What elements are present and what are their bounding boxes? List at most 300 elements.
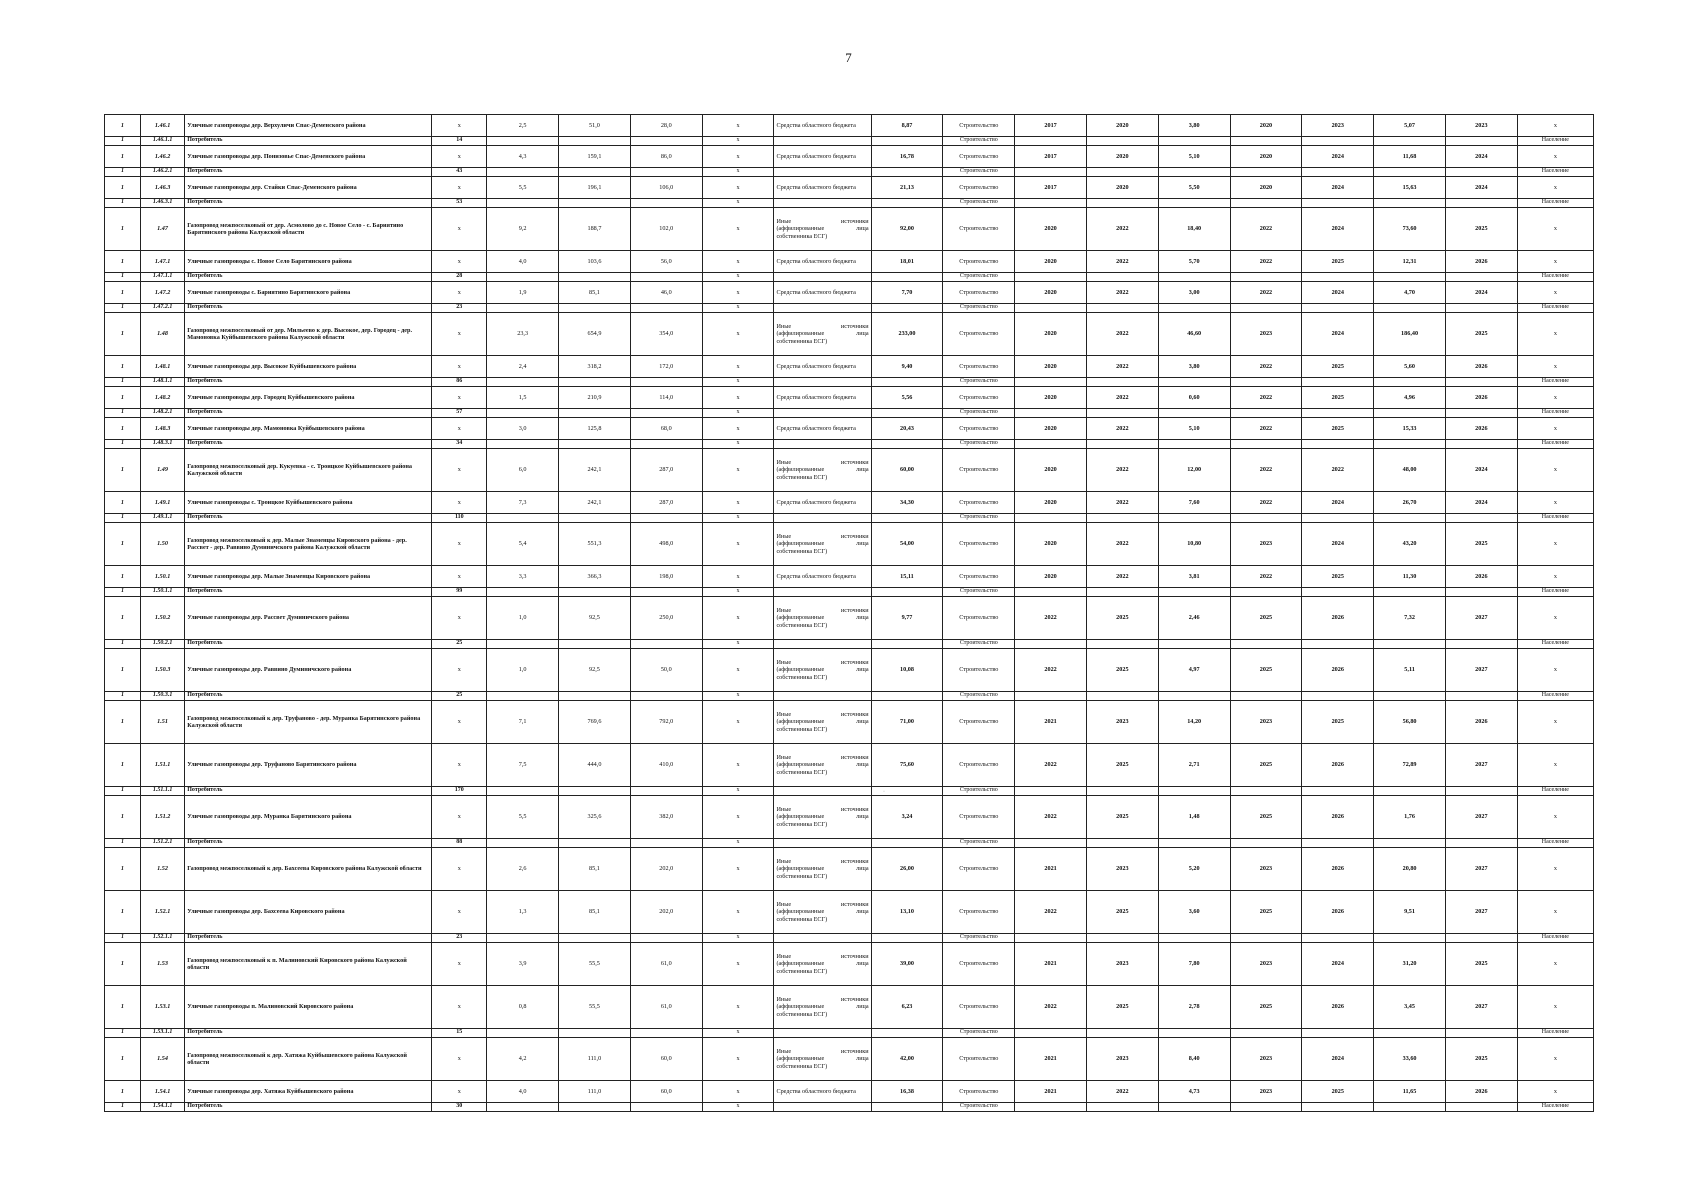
cell-empty <box>487 640 559 649</box>
cell-empty <box>559 692 631 701</box>
cell-v2: x <box>702 891 774 934</box>
table-row <box>105 848 1594 891</box>
cell-c1: 5,20 <box>1158 848 1230 891</box>
cell-type: Строительство <box>943 387 1015 409</box>
cell-y4: 2023 <box>1302 115 1374 137</box>
cell-type: Строительство <box>943 787 1015 796</box>
cell-id: 1.47.1.1 <box>140 273 184 282</box>
cell-cnt: 23 <box>432 934 487 943</box>
cell-id: 1.53 <box>140 943 184 986</box>
cell-type: Строительство <box>943 440 1015 449</box>
cell-last: Население <box>1517 787 1593 796</box>
cell-empty <box>1374 409 1446 418</box>
cell-y3: 2022 <box>1230 566 1302 588</box>
cell-empty <box>1158 168 1230 177</box>
cell-empty <box>1086 304 1158 313</box>
cell-len: 1,9 <box>487 282 559 304</box>
cell-v: x <box>432 796 487 839</box>
cell-empty <box>1374 514 1446 523</box>
cell-last: x <box>1517 744 1593 787</box>
cell-q: 28,0 <box>630 115 702 137</box>
cell-c1: 1,48 <box>1158 796 1230 839</box>
cell-src: Средства областного бюджета <box>774 356 871 378</box>
cell-type: Строительство <box>943 1103 1015 1112</box>
cell-y1: 2020 <box>1015 282 1087 304</box>
cell-c1: 5,10 <box>1158 146 1230 168</box>
cell-empty <box>487 378 559 387</box>
cell-v2: x <box>702 848 774 891</box>
cell-y3: 2022 <box>1230 208 1302 251</box>
cell-cost: 42,00 <box>871 1038 943 1081</box>
cell-id: 1.50.3 <box>140 649 184 692</box>
cell-c1: 3,80 <box>1158 356 1230 378</box>
cell-y3: 2022 <box>1230 387 1302 409</box>
cell-src: Иные источники (аффилированные лица собственника ЕСГ) <box>774 796 871 839</box>
cell-last: x <box>1517 208 1593 251</box>
cell-empty <box>774 692 871 701</box>
cell-id: 1.47.1 <box>140 251 184 273</box>
cell-empty <box>1302 787 1374 796</box>
cell-id: 1.46.3.1 <box>140 199 184 208</box>
cell-src: Иные источники (аффилированные лица собственника ЕСГ) <box>774 986 871 1029</box>
cell-last: Население <box>1517 1103 1593 1112</box>
cell-src: Средства областного бюджета <box>774 282 871 304</box>
table-row <box>105 891 1594 934</box>
cell-q: 46,0 <box>630 282 702 304</box>
cell-y5: 2026 <box>1445 387 1517 409</box>
cell-empty <box>1230 692 1302 701</box>
cell-c1: 4,97 <box>1158 649 1230 692</box>
cell-empty <box>774 839 871 848</box>
cell-src: Иные источники (аффилированные лица собственника ЕСГ) <box>774 1038 871 1081</box>
cell-v2: x <box>702 378 774 387</box>
cell-empty <box>1445 692 1517 701</box>
cell-y5: 2027 <box>1445 744 1517 787</box>
cell-empty <box>559 378 631 387</box>
cell-cnt: 86 <box>432 378 487 387</box>
cell-v2: x <box>702 934 774 943</box>
cell-src: Иные источники (аффилированные лица собственника ЕСГ) <box>774 701 871 744</box>
cell-n: 1 <box>105 692 141 701</box>
cell-id: 1.52.1 <box>140 891 184 934</box>
cell-q: 56,0 <box>630 251 702 273</box>
cell-y3: 2022 <box>1230 492 1302 514</box>
cell-len: 3,0 <box>487 418 559 440</box>
cell-cnt: 43 <box>432 168 487 177</box>
cell-y3: 2020 <box>1230 115 1302 137</box>
cell-c2: 3,45 <box>1374 986 1446 1029</box>
cell-empty <box>1445 640 1517 649</box>
cell-y2: 2025 <box>1086 891 1158 934</box>
cell-y3: 2025 <box>1230 986 1302 1029</box>
cell-v2: x <box>702 304 774 313</box>
cell-empty <box>1445 1103 1517 1112</box>
cell-y1: 2020 <box>1015 313 1087 356</box>
cell-y1: 2021 <box>1015 1081 1087 1103</box>
cell-last: x <box>1517 523 1593 566</box>
cell-empty <box>630 273 702 282</box>
cell-n: 1 <box>105 891 141 934</box>
cell-empty <box>1158 640 1230 649</box>
cell-y1: 2022 <box>1015 986 1087 1029</box>
cell-empty <box>630 640 702 649</box>
cell-empty <box>1374 692 1446 701</box>
cell-y3: 2023 <box>1230 848 1302 891</box>
cell-id: 1.47.2.1 <box>140 304 184 313</box>
cell-empty <box>1230 304 1302 313</box>
cell-v2: x <box>702 282 774 304</box>
cell-empty <box>1015 514 1087 523</box>
cell-empty <box>1374 787 1446 796</box>
cell-cost: 13,10 <box>871 891 943 934</box>
cell-empty <box>1374 137 1446 146</box>
cell-c2: 4,96 <box>1374 387 1446 409</box>
cell-empty <box>559 514 631 523</box>
cell-id: 1.51.1 <box>140 744 184 787</box>
cell-empty <box>1086 378 1158 387</box>
cell-empty <box>871 514 943 523</box>
cell-cost: 75,60 <box>871 744 943 787</box>
cell-type: Строительство <box>943 409 1015 418</box>
table-row <box>105 943 1594 986</box>
cell-type: Строительство <box>943 1029 1015 1038</box>
cell-id: 1.51.1.1 <box>140 787 184 796</box>
table-row <box>105 986 1594 1029</box>
cell-y1: 2022 <box>1015 597 1087 640</box>
cell-name: Уличные газопроводы дер. Верхуличи Спас-Деменского района <box>185 115 432 137</box>
cell-type: Строительство <box>943 701 1015 744</box>
cell-empty <box>871 934 943 943</box>
cell-c1: 2,78 <box>1158 986 1230 1029</box>
cell-y1: 2022 <box>1015 891 1087 934</box>
cell-last: Население <box>1517 1029 1593 1038</box>
cell-empty <box>487 588 559 597</box>
cell-last: x <box>1517 313 1593 356</box>
cell-q: 114,0 <box>630 387 702 409</box>
scan-mark: · <box>883 789 885 795</box>
cell-sum: 196,1 <box>559 177 631 199</box>
cell-id: 1.46.1.1 <box>140 137 184 146</box>
cell-c1: 14,20 <box>1158 701 1230 744</box>
cell-empty <box>1230 440 1302 449</box>
cell-empty <box>1302 168 1374 177</box>
cell-empty <box>1445 137 1517 146</box>
cell-y2: 2023 <box>1086 848 1158 891</box>
table-row-consumer <box>105 1029 1594 1038</box>
cell-y5: 2027 <box>1445 848 1517 891</box>
cell-type: Строительство <box>943 449 1015 492</box>
cell-y5: 2025 <box>1445 943 1517 986</box>
table-row <box>105 492 1594 514</box>
cell-n: 1 <box>105 848 141 891</box>
cell-c1: 5,50 <box>1158 177 1230 199</box>
cell-empty <box>1158 409 1230 418</box>
cell-cnt: 15 <box>432 1029 487 1038</box>
cell-empty <box>1158 378 1230 387</box>
cell-sum: 92,5 <box>559 649 631 692</box>
cell-empty <box>1230 409 1302 418</box>
cell-type: Строительство <box>943 649 1015 692</box>
cell-c2: 33,60 <box>1374 1038 1446 1081</box>
cell-empty <box>1158 934 1230 943</box>
cell-src: Средства областного бюджета <box>774 566 871 588</box>
cell-cost: 10,08 <box>871 649 943 692</box>
cell-sum: 51,0 <box>559 115 631 137</box>
cell-y4: 2024 <box>1302 943 1374 986</box>
cell-sum: 85,1 <box>559 848 631 891</box>
cell-cost: 16,78 <box>871 146 943 168</box>
cell-empty <box>1015 839 1087 848</box>
cell-v: x <box>432 744 487 787</box>
cell-empty <box>1158 440 1230 449</box>
cell-y5: 2026 <box>1445 1081 1517 1103</box>
table-row-consumer <box>105 692 1594 701</box>
cell-sum: 55,5 <box>559 943 631 986</box>
cell-y3: 2023 <box>1230 1081 1302 1103</box>
cell-last: x <box>1517 1038 1593 1081</box>
cell-empty <box>1015 588 1087 597</box>
cell-v: x <box>432 449 487 492</box>
cell-y4: 2025 <box>1302 251 1374 273</box>
cell-v: x <box>432 986 487 1029</box>
cell-type: Строительство <box>943 640 1015 649</box>
cell-n: 1 <box>105 115 141 137</box>
cell-name: Газопровод межпоселковый к п. Малиновский Кировского района Калужской области <box>185 943 432 986</box>
cell-name: Потребитель <box>185 137 432 146</box>
cell-n: 1 <box>105 649 141 692</box>
cell-empty <box>774 1103 871 1112</box>
cell-cnt: 170 <box>432 787 487 796</box>
cell-empty <box>1086 1029 1158 1038</box>
cell-n: 1 <box>105 701 141 744</box>
cell-v2: x <box>702 1029 774 1038</box>
cell-empty <box>1015 137 1087 146</box>
cell-empty <box>1374 1103 1446 1112</box>
cell-c1: 3,00 <box>1158 282 1230 304</box>
cell-cost: 34,30 <box>871 492 943 514</box>
cell-c2: 186,40 <box>1374 313 1446 356</box>
cell-y5: 2026 <box>1445 418 1517 440</box>
cell-v2: x <box>702 839 774 848</box>
cell-empty <box>1086 409 1158 418</box>
cell-q: 354,0 <box>630 313 702 356</box>
cell-y3: 2025 <box>1230 891 1302 934</box>
cell-name: Уличные газопроводы п. Малиновский Кировского района <box>185 986 432 1029</box>
cell-len: 4,3 <box>487 146 559 168</box>
cell-empty <box>559 640 631 649</box>
cell-cost: 9,40 <box>871 356 943 378</box>
cell-empty <box>1302 199 1374 208</box>
cell-empty <box>1015 168 1087 177</box>
cell-y5: 2024 <box>1445 146 1517 168</box>
cell-c2: 9,51 <box>1374 891 1446 934</box>
cell-len: 4,2 <box>487 1038 559 1081</box>
cell-cnt: 88 <box>432 839 487 848</box>
cell-type: Строительство <box>943 934 1015 943</box>
cell-id: 1.52.1.1 <box>140 934 184 943</box>
cell-empty <box>1445 409 1517 418</box>
table-row <box>105 649 1594 692</box>
cell-empty <box>774 1029 871 1038</box>
cell-c1: 4,73 <box>1158 1081 1230 1103</box>
cell-src: Средства областного бюджета <box>774 387 871 409</box>
cell-c1: 3,80 <box>1158 115 1230 137</box>
cell-empty <box>559 934 631 943</box>
cell-last: x <box>1517 492 1593 514</box>
cell-y4: 2025 <box>1302 701 1374 744</box>
cell-n: 1 <box>105 934 141 943</box>
cell-last: x <box>1517 649 1593 692</box>
cell-empty <box>487 440 559 449</box>
cell-n: 1 <box>105 640 141 649</box>
cell-y2: 2025 <box>1086 796 1158 839</box>
cell-empty <box>487 787 559 796</box>
cell-empty <box>1230 273 1302 282</box>
table-row <box>105 418 1594 440</box>
cell-y4: 2022 <box>1302 449 1374 492</box>
cell-name: Уличные газопроводы дер. Понизовье Спас-Деменского района <box>185 146 432 168</box>
cell-empty <box>1374 168 1446 177</box>
cell-last: x <box>1517 848 1593 891</box>
cell-cnt: 53 <box>432 199 487 208</box>
cell-len: 4,0 <box>487 251 559 273</box>
cell-n: 1 <box>105 1081 141 1103</box>
cell-y2: 2022 <box>1086 251 1158 273</box>
cell-q: 61,0 <box>630 943 702 986</box>
cell-c1: 0,60 <box>1158 387 1230 409</box>
cell-type: Строительство <box>943 199 1015 208</box>
cell-v2: x <box>702 273 774 282</box>
cell-type: Строительство <box>943 282 1015 304</box>
cell-v2: x <box>702 199 774 208</box>
cell-y4: 2026 <box>1302 744 1374 787</box>
cell-id: 1.48.1 <box>140 356 184 378</box>
cell-sum: 444,0 <box>559 744 631 787</box>
cell-y4: 2025 <box>1302 566 1374 588</box>
cell-v2: x <box>702 597 774 640</box>
cell-last: Население <box>1517 934 1593 943</box>
cell-empty <box>559 273 631 282</box>
cell-v: x <box>432 251 487 273</box>
cell-len: 4,0 <box>487 1081 559 1103</box>
table-body <box>105 115 1594 1112</box>
cell-empty <box>774 588 871 597</box>
cell-id: 1.48 <box>140 313 184 356</box>
cell-type: Строительство <box>943 744 1015 787</box>
cell-last: x <box>1517 251 1593 273</box>
cell-empty <box>1015 640 1087 649</box>
cell-src: Средства областного бюджета <box>774 1081 871 1103</box>
cell-c1: 7,80 <box>1158 943 1230 986</box>
cell-empty <box>774 440 871 449</box>
cell-y1: 2021 <box>1015 943 1087 986</box>
table-row-consumer <box>105 787 1594 796</box>
cell-n: 1 <box>105 839 141 848</box>
cell-y5: 2026 <box>1445 251 1517 273</box>
cell-empty <box>871 168 943 177</box>
cell-empty <box>1230 199 1302 208</box>
cell-empty <box>1086 168 1158 177</box>
cell-q: 106,0 <box>630 177 702 199</box>
cell-y1: 2020 <box>1015 449 1087 492</box>
cell-name: Уличные газопроводы дер. Городец Куйбышевского района <box>185 387 432 409</box>
cell-empty <box>1230 588 1302 597</box>
cell-last: Население <box>1517 588 1593 597</box>
cell-empty <box>871 409 943 418</box>
cell-y4: 2026 <box>1302 848 1374 891</box>
cell-empty <box>630 934 702 943</box>
cell-empty <box>559 787 631 796</box>
cell-id: 1.54.1 <box>140 1081 184 1103</box>
cell-empty <box>1230 787 1302 796</box>
cell-type: Строительство <box>943 796 1015 839</box>
cell-c2: 5,60 <box>1374 356 1446 378</box>
cell-v: x <box>432 282 487 304</box>
cell-y3: 2023 <box>1230 523 1302 566</box>
cell-id: 1.50.2 <box>140 597 184 640</box>
cell-empty <box>774 640 871 649</box>
cell-y4: 2025 <box>1302 418 1374 440</box>
table-row <box>105 177 1594 199</box>
cell-len: 2,4 <box>487 356 559 378</box>
cell-name: Потребитель <box>185 273 432 282</box>
cell-src: Средства областного бюджета <box>774 251 871 273</box>
table-row <box>105 1038 1594 1081</box>
cell-v: x <box>432 356 487 378</box>
cell-c1: 5,10 <box>1158 418 1230 440</box>
cell-y5: 2025 <box>1445 523 1517 566</box>
cell-len: 0,8 <box>487 986 559 1029</box>
cell-q: 287,0 <box>630 492 702 514</box>
cell-len: 2,6 <box>487 848 559 891</box>
cell-n: 1 <box>105 177 141 199</box>
cell-empty <box>774 378 871 387</box>
cell-empty <box>487 1103 559 1112</box>
table-row <box>105 251 1594 273</box>
cell-empty <box>1015 440 1087 449</box>
cell-empty <box>774 168 871 177</box>
cell-last: x <box>1517 1081 1593 1103</box>
table-row <box>105 796 1594 839</box>
cell-n: 1 <box>105 514 141 523</box>
cell-id: 1.46.2.1 <box>140 168 184 177</box>
cell-len: 1,5 <box>487 387 559 409</box>
cell-empty <box>1086 640 1158 649</box>
cell-cost: 18,01 <box>871 251 943 273</box>
cell-empty <box>1302 640 1374 649</box>
cell-n: 1 <box>105 387 141 409</box>
cell-y3: 2022 <box>1230 449 1302 492</box>
cell-empty <box>1015 1103 1087 1112</box>
cell-n: 1 <box>105 208 141 251</box>
cell-y2: 2022 <box>1086 492 1158 514</box>
cell-y5: 2027 <box>1445 986 1517 1029</box>
cell-y4: 2025 <box>1302 1081 1374 1103</box>
cell-c2: 11,68 <box>1374 146 1446 168</box>
cell-y2: 2022 <box>1086 387 1158 409</box>
cell-src: Средства областного бюджета <box>774 418 871 440</box>
cell-y5: 2026 <box>1445 356 1517 378</box>
cell-empty <box>1158 787 1230 796</box>
cell-n: 1 <box>105 1038 141 1081</box>
cell-last: Население <box>1517 640 1593 649</box>
cell-empty <box>1302 514 1374 523</box>
cell-type: Строительство <box>943 492 1015 514</box>
cell-y1: 2020 <box>1015 387 1087 409</box>
cell-type: Строительство <box>943 1081 1015 1103</box>
cell-empty <box>1015 934 1087 943</box>
cell-n: 1 <box>105 440 141 449</box>
